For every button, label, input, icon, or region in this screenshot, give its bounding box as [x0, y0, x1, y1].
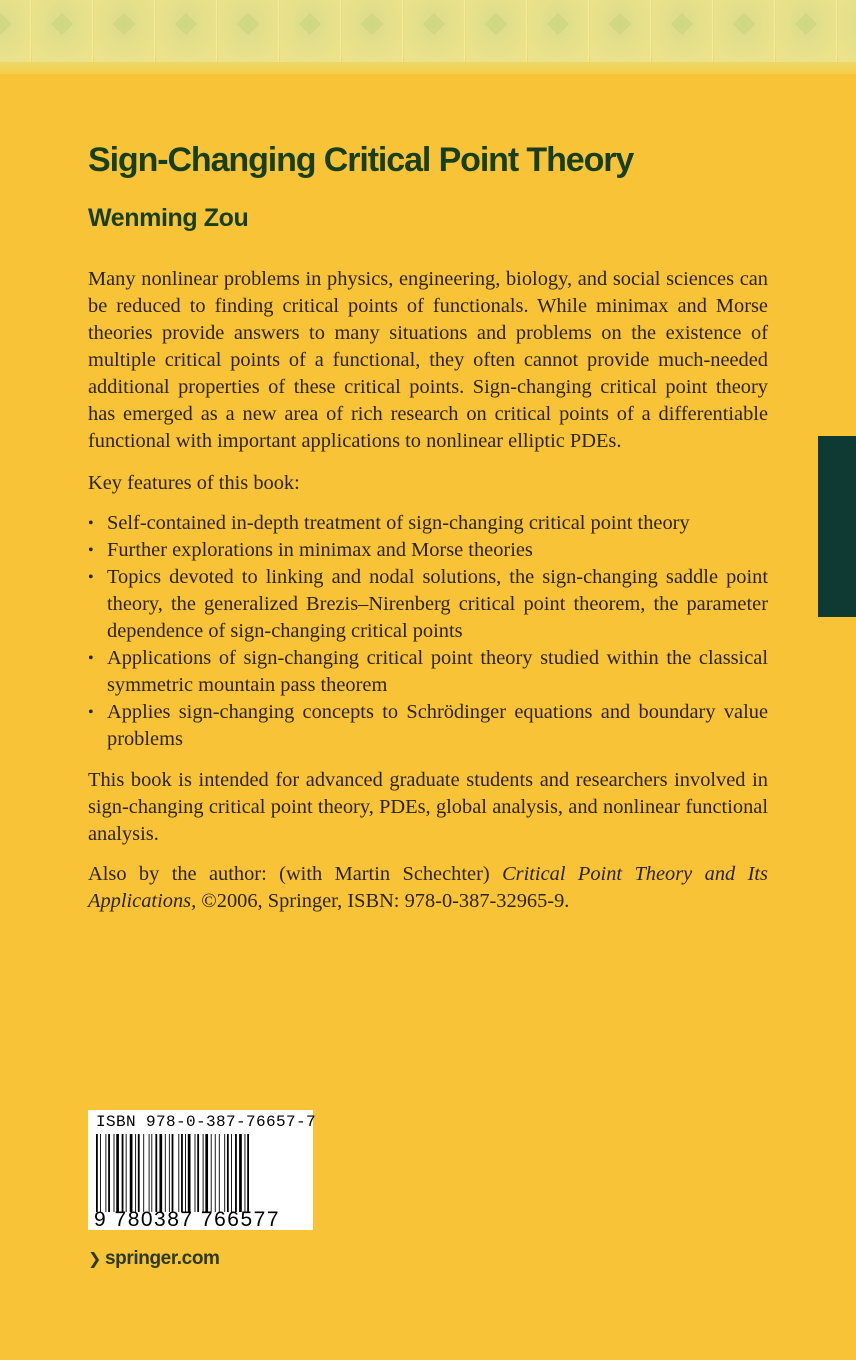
feature-item: • Self-contained in-depth treatment of sign-changing critical point theory: [88, 510, 768, 537]
barcode-bars: [94, 1134, 306, 1212]
feature-item: • Applications of sign-changing critical point theory studied within the classical symmetric mountain pass theorem: [88, 645, 768, 699]
feature-item: • Applies sign-changing concepts to Schrödinger equations and boundary value problems: [88, 699, 768, 753]
pattern-tile: [0, 0, 31, 62]
publisher-link[interactable]: [88, 1248, 220, 1270]
book-title: Sign-Changing Critical Point Theory: [88, 141, 634, 179]
key-features-heading: Key features of this book:: [88, 472, 300, 494]
pattern-tile: [156, 0, 217, 62]
pattern-tile: [528, 0, 589, 62]
pattern-tile: [32, 0, 93, 62]
features-list: [88, 510, 768, 753]
barcode-digits: 9 780387 766577: [94, 1208, 280, 1231]
pattern-tile: [714, 0, 775, 62]
also-by-paragraph: [88, 861, 768, 915]
pattern-tile: [590, 0, 651, 62]
book-author: Wenming Zou: [88, 204, 249, 232]
also-by-book-title: Critical Point Theory and Its Applications,: [88, 863, 768, 912]
pattern-tile: [280, 0, 341, 62]
publisher-url: springer.com: [105, 1248, 220, 1269]
pattern-tile: [776, 0, 837, 62]
chevron-right-icon: ❯: [88, 1251, 102, 1268]
pattern-tile: [218, 0, 279, 62]
feature-item: • Topics devoted to linking and nodal solutions, the sign-changing saddle point theory, the generalized Brezis–Nirenberg critical point theorem, the parameter dependence of sign-changing critical points: [88, 564, 768, 645]
feature-item: • Further explorations in minimax and Morse theories: [88, 537, 768, 564]
isbn-label: ISBN 978-0-387-76657-7: [96, 1113, 317, 1131]
also-by-suffix: ©2006, Springer, ISBN: 978-0-387-32965-9.: [196, 890, 570, 912]
top-pattern-band: [0, 0, 856, 74]
description-paragraph: Many nonlinear problems in physics, engineering, biology, and social sciences can be reduced to finding critical points of functionals. While minimax and Morse theories provide answers to many situations and problems on the existence of multiple critical points of a functional, they often cannot provide much-needed additional properties of these critical points. Sign-changing critical point theory has emerged as a new area of rich research on critical points of a differentiable functional with important applications to nonlinear elliptic PDEs.: [88, 268, 768, 452]
also-by-prefix: Also by the author: (with Martin Schechter): [88, 863, 503, 885]
isbn-barcode: [88, 1110, 317, 1231]
pattern-tile: [838, 0, 856, 62]
pattern-tile: [94, 0, 155, 62]
audience-paragraph: This book is intended for advanced graduate students and researchers involved in sign-changing critical point theory, PDEs, global analysis, and nonlinear functional analysis.: [88, 769, 768, 845]
pattern-tile: [466, 0, 527, 62]
pattern-tile: [342, 0, 403, 62]
pattern-tile: [404, 0, 465, 62]
pattern-tile: [652, 0, 713, 62]
side-color-tab: [818, 436, 856, 617]
